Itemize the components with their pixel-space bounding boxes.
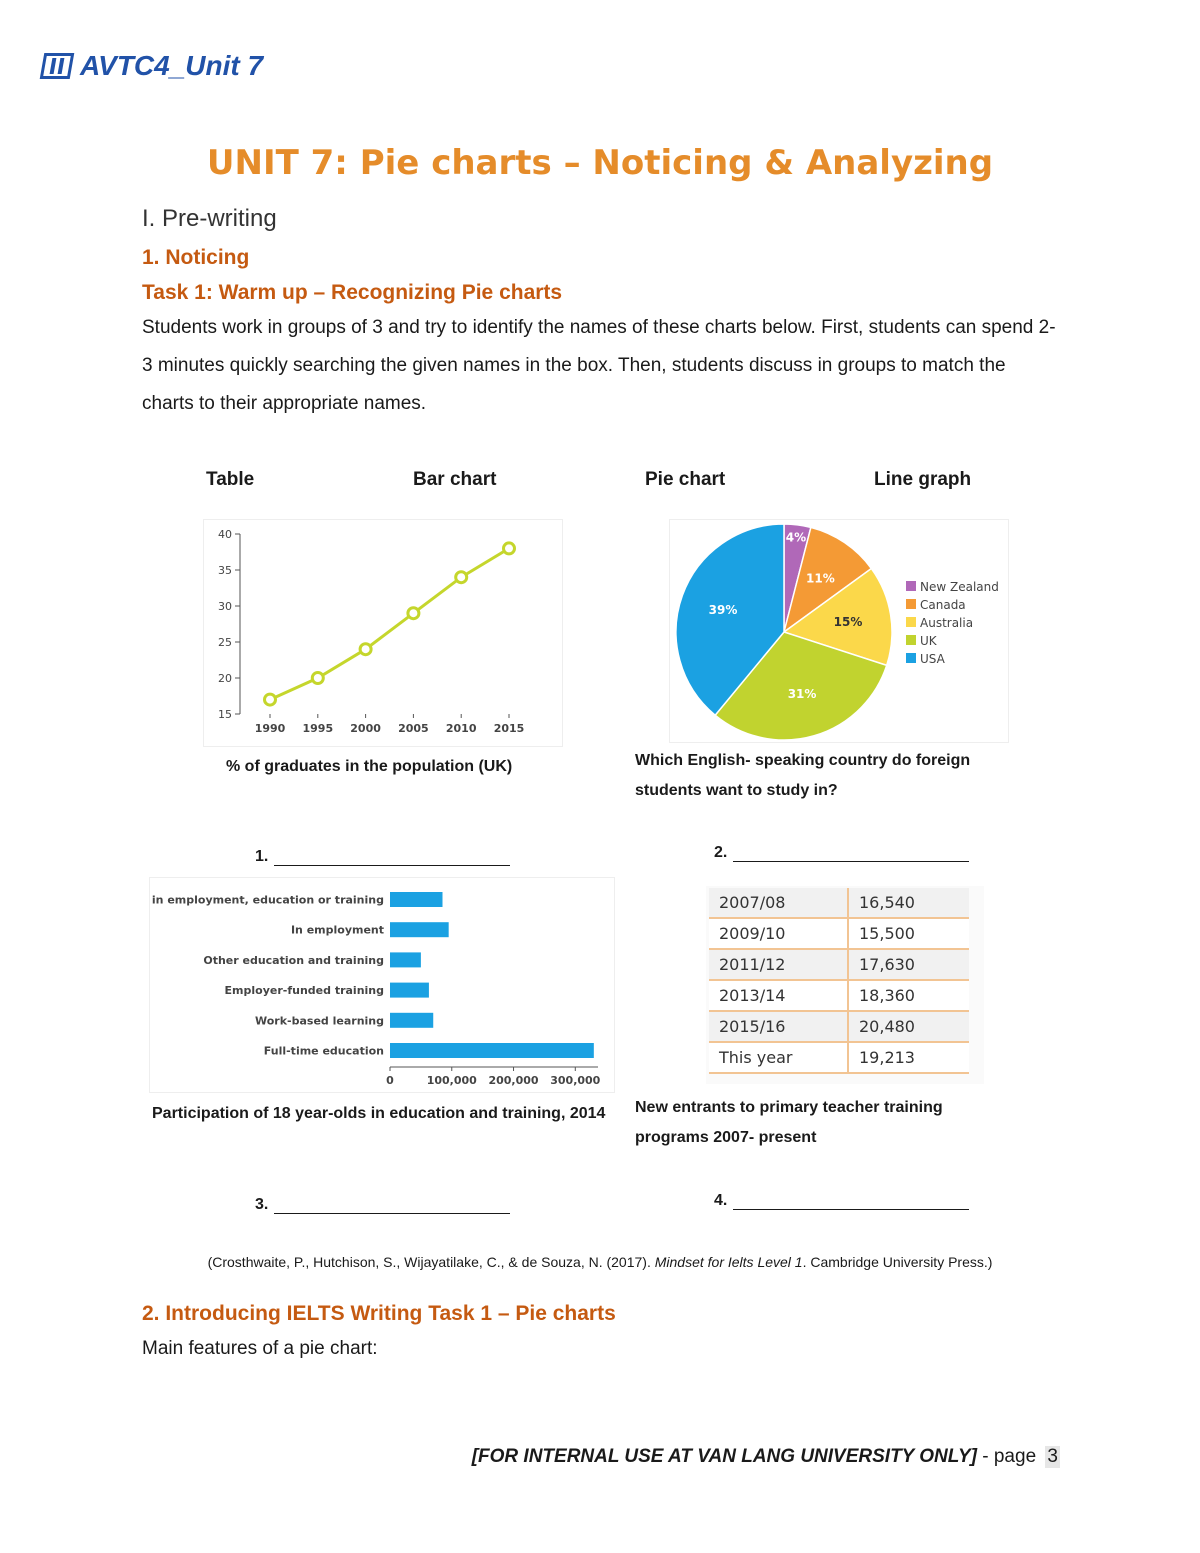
line-chart-x-tick-label: 1990 (254, 722, 286, 735)
table-row (709, 1042, 969, 1073)
bar-1 (390, 892, 443, 907)
citation (0, 1254, 1200, 1270)
header-logo-text: AVTC4_Unit 7 (80, 50, 264, 81)
line-chart-x-tick-label: 2000 (350, 722, 381, 735)
pie-legend-label: Canada (920, 598, 966, 612)
book-icon (40, 53, 75, 79)
line-chart-point (456, 572, 467, 583)
pie-chart-caption: Which English- speaking country do foreign students want to study in? (635, 752, 971, 799)
pie-chart (670, 520, 1008, 742)
bar-chart-caption: Participation of 18 year-olds in education and training, 2014 (152, 1105, 606, 1122)
line-chart-y-tick-label: 15 (218, 708, 232, 721)
answer-1-blank[interactable] (274, 851, 510, 866)
table-row (709, 888, 969, 918)
table-row (709, 949, 969, 980)
bar-chart-x-tick-label: 200,000 (488, 1074, 539, 1087)
table-row (709, 1011, 969, 1042)
line-chart-point (408, 608, 419, 619)
pie-legend-swatch (906, 635, 916, 645)
pie-chart-frame (670, 520, 1008, 742)
intro-text: Main features of a pie chart: (142, 1338, 378, 1359)
line-chart-x-tick-label: 1995 (302, 722, 334, 735)
bar-category-label: In employment (290, 923, 384, 937)
line-chart-point (265, 694, 276, 705)
pie-legend-swatch (906, 581, 916, 591)
line-chart-x-tick-label: 2015 (493, 722, 525, 735)
line-chart-y-tick-label: 20 (218, 672, 232, 685)
task-heading: Task 1: Warm up – Recognizing Pie charts (142, 281, 563, 304)
name-table: Table (206, 469, 255, 490)
line-chart-x-tick-label: 2005 (398, 722, 429, 735)
table-chart-frame (706, 886, 984, 1084)
bar-category-label: Other education and training (203, 953, 384, 967)
line-chart-point (360, 644, 371, 655)
line-chart-point (312, 673, 323, 684)
bar-6 (390, 1043, 594, 1058)
answer-4-blank[interactable] (733, 1195, 969, 1210)
table-cell-value: 16,540 (848, 888, 969, 918)
bar-category-label: Employer-funded training (224, 984, 384, 998)
pie-slice-label: 31% (787, 687, 817, 702)
citation-authors: (Crosthwaite, P., Hutchison, S., Wijayatilake, C., & de Souza, N. (2017). (207, 1254, 655, 1270)
line-chart-frame (204, 520, 562, 746)
table-cell-value: 20,480 (848, 1011, 969, 1042)
citation-title: Mindset for Ielts Level 1 (654, 1254, 803, 1270)
page-number: 3 (1047, 1446, 1058, 1467)
pie-legend-label: Australia (920, 616, 974, 630)
intro-heading: 2. Introducing IELTS Writing Task 1 – Pie charts (142, 1302, 616, 1325)
answer-4-label: 4. (714, 1192, 728, 1209)
header-logo (42, 50, 263, 82)
answer-1-label: 1. (255, 848, 269, 865)
table-cell-period: 2007/08 (709, 888, 848, 918)
pie-legend-swatch (906, 617, 916, 627)
pie-slice-label: 4% (785, 530, 807, 545)
bar-category-label: Full-time education (263, 1044, 384, 1058)
answer-4[interactable] (714, 1192, 969, 1210)
section-heading: I. Pre-writing (142, 205, 277, 232)
pie-legend-label: UK (920, 634, 937, 648)
table-cell-period: 2013/14 (709, 980, 848, 1011)
table-row (709, 980, 969, 1011)
task-instructions: Students work in groups of 3 and try to identify the names of these charts below. First, students can spend 2- 3 minutes quickly searching the given names in the box. Then, students discuss in groups to match the charts to their appropriate names. (142, 317, 1056, 414)
footer-separator: - page (976, 1446, 1042, 1467)
bar-chart-x-tick-label: 100,000 (426, 1074, 477, 1087)
bar-5 (390, 1013, 433, 1028)
citation-publisher: . Cambridge University Press.) (802, 1254, 993, 1270)
table-cell-value: 18,360 (848, 980, 969, 1011)
line-chart-point (504, 543, 515, 554)
pie-slice-label: 15% (833, 614, 863, 629)
data-table (709, 888, 969, 1074)
pie-slice-label: 39% (708, 603, 738, 618)
pie-legend-label: USA (920, 652, 945, 666)
line-chart-y-tick-label: 35 (218, 564, 232, 577)
name-line-graph: Line graph (874, 469, 972, 490)
answer-2-blank[interactable] (733, 847, 969, 862)
pie-slice-label: 11% (806, 571, 835, 586)
table-cell-period: This year (709, 1042, 848, 1073)
answer-2[interactable] (714, 844, 969, 862)
table-chart-caption: New entrants to primary teacher training programs 2007- present (635, 1099, 943, 1146)
line-chart-x-tick-label: 2010 (445, 722, 477, 735)
line-chart-y-tick-label: 30 (218, 600, 232, 613)
answer-3-blank[interactable] (274, 1199, 510, 1214)
line-chart-caption: % of graduates in the population (UK) (226, 758, 513, 775)
table-row (709, 918, 969, 949)
noticing-heading: 1. Noticing (142, 246, 250, 269)
bar-4 (390, 983, 429, 998)
pie-legend-label: New Zealand (920, 580, 999, 594)
name-pie-chart: Pie chart (645, 469, 726, 490)
answer-1[interactable] (255, 848, 510, 866)
table-cell-value: 15,500 (848, 918, 969, 949)
pie-legend-swatch (906, 599, 916, 609)
page-title: UNIT 7: Pie charts – Noticing & Analyzing (206, 143, 994, 183)
bar-2 (390, 922, 449, 937)
table-cell-period: 2015/16 (709, 1011, 848, 1042)
answer-2-label: 2. (714, 844, 728, 861)
answer-3[interactable] (255, 1196, 510, 1214)
answer-3-label: 3. (255, 1196, 269, 1213)
bar-chart-x-tick-label: 0 (386, 1074, 394, 1087)
table-cell-period: 2009/10 (709, 918, 848, 949)
bar-chart-x-tick-label: 300,000 (550, 1074, 601, 1087)
bar-category-label: Not in employment, education or training (150, 893, 384, 907)
table-cell-period: 2011/12 (709, 949, 848, 980)
bar-3 (390, 952, 421, 967)
line-chart-series (270, 548, 509, 699)
name-bar-chart: Bar chart (413, 469, 497, 490)
pie-legend-swatch (906, 653, 916, 663)
bar-category-label: Work-based learning (255, 1014, 384, 1028)
bar-chart-frame (150, 878, 614, 1092)
footer-notice: [FOR INTERNAL USE AT VAN LANG UNIVERSITY ONLY] (471, 1446, 977, 1467)
line-chart-y-tick-label: 25 (218, 636, 232, 649)
line-chart (204, 520, 562, 746)
table-cell-value: 17,630 (848, 949, 969, 980)
table-cell-value: 19,213 (848, 1042, 969, 1073)
bar-chart (150, 878, 614, 1092)
line-chart-y-tick-label: 40 (218, 528, 232, 541)
